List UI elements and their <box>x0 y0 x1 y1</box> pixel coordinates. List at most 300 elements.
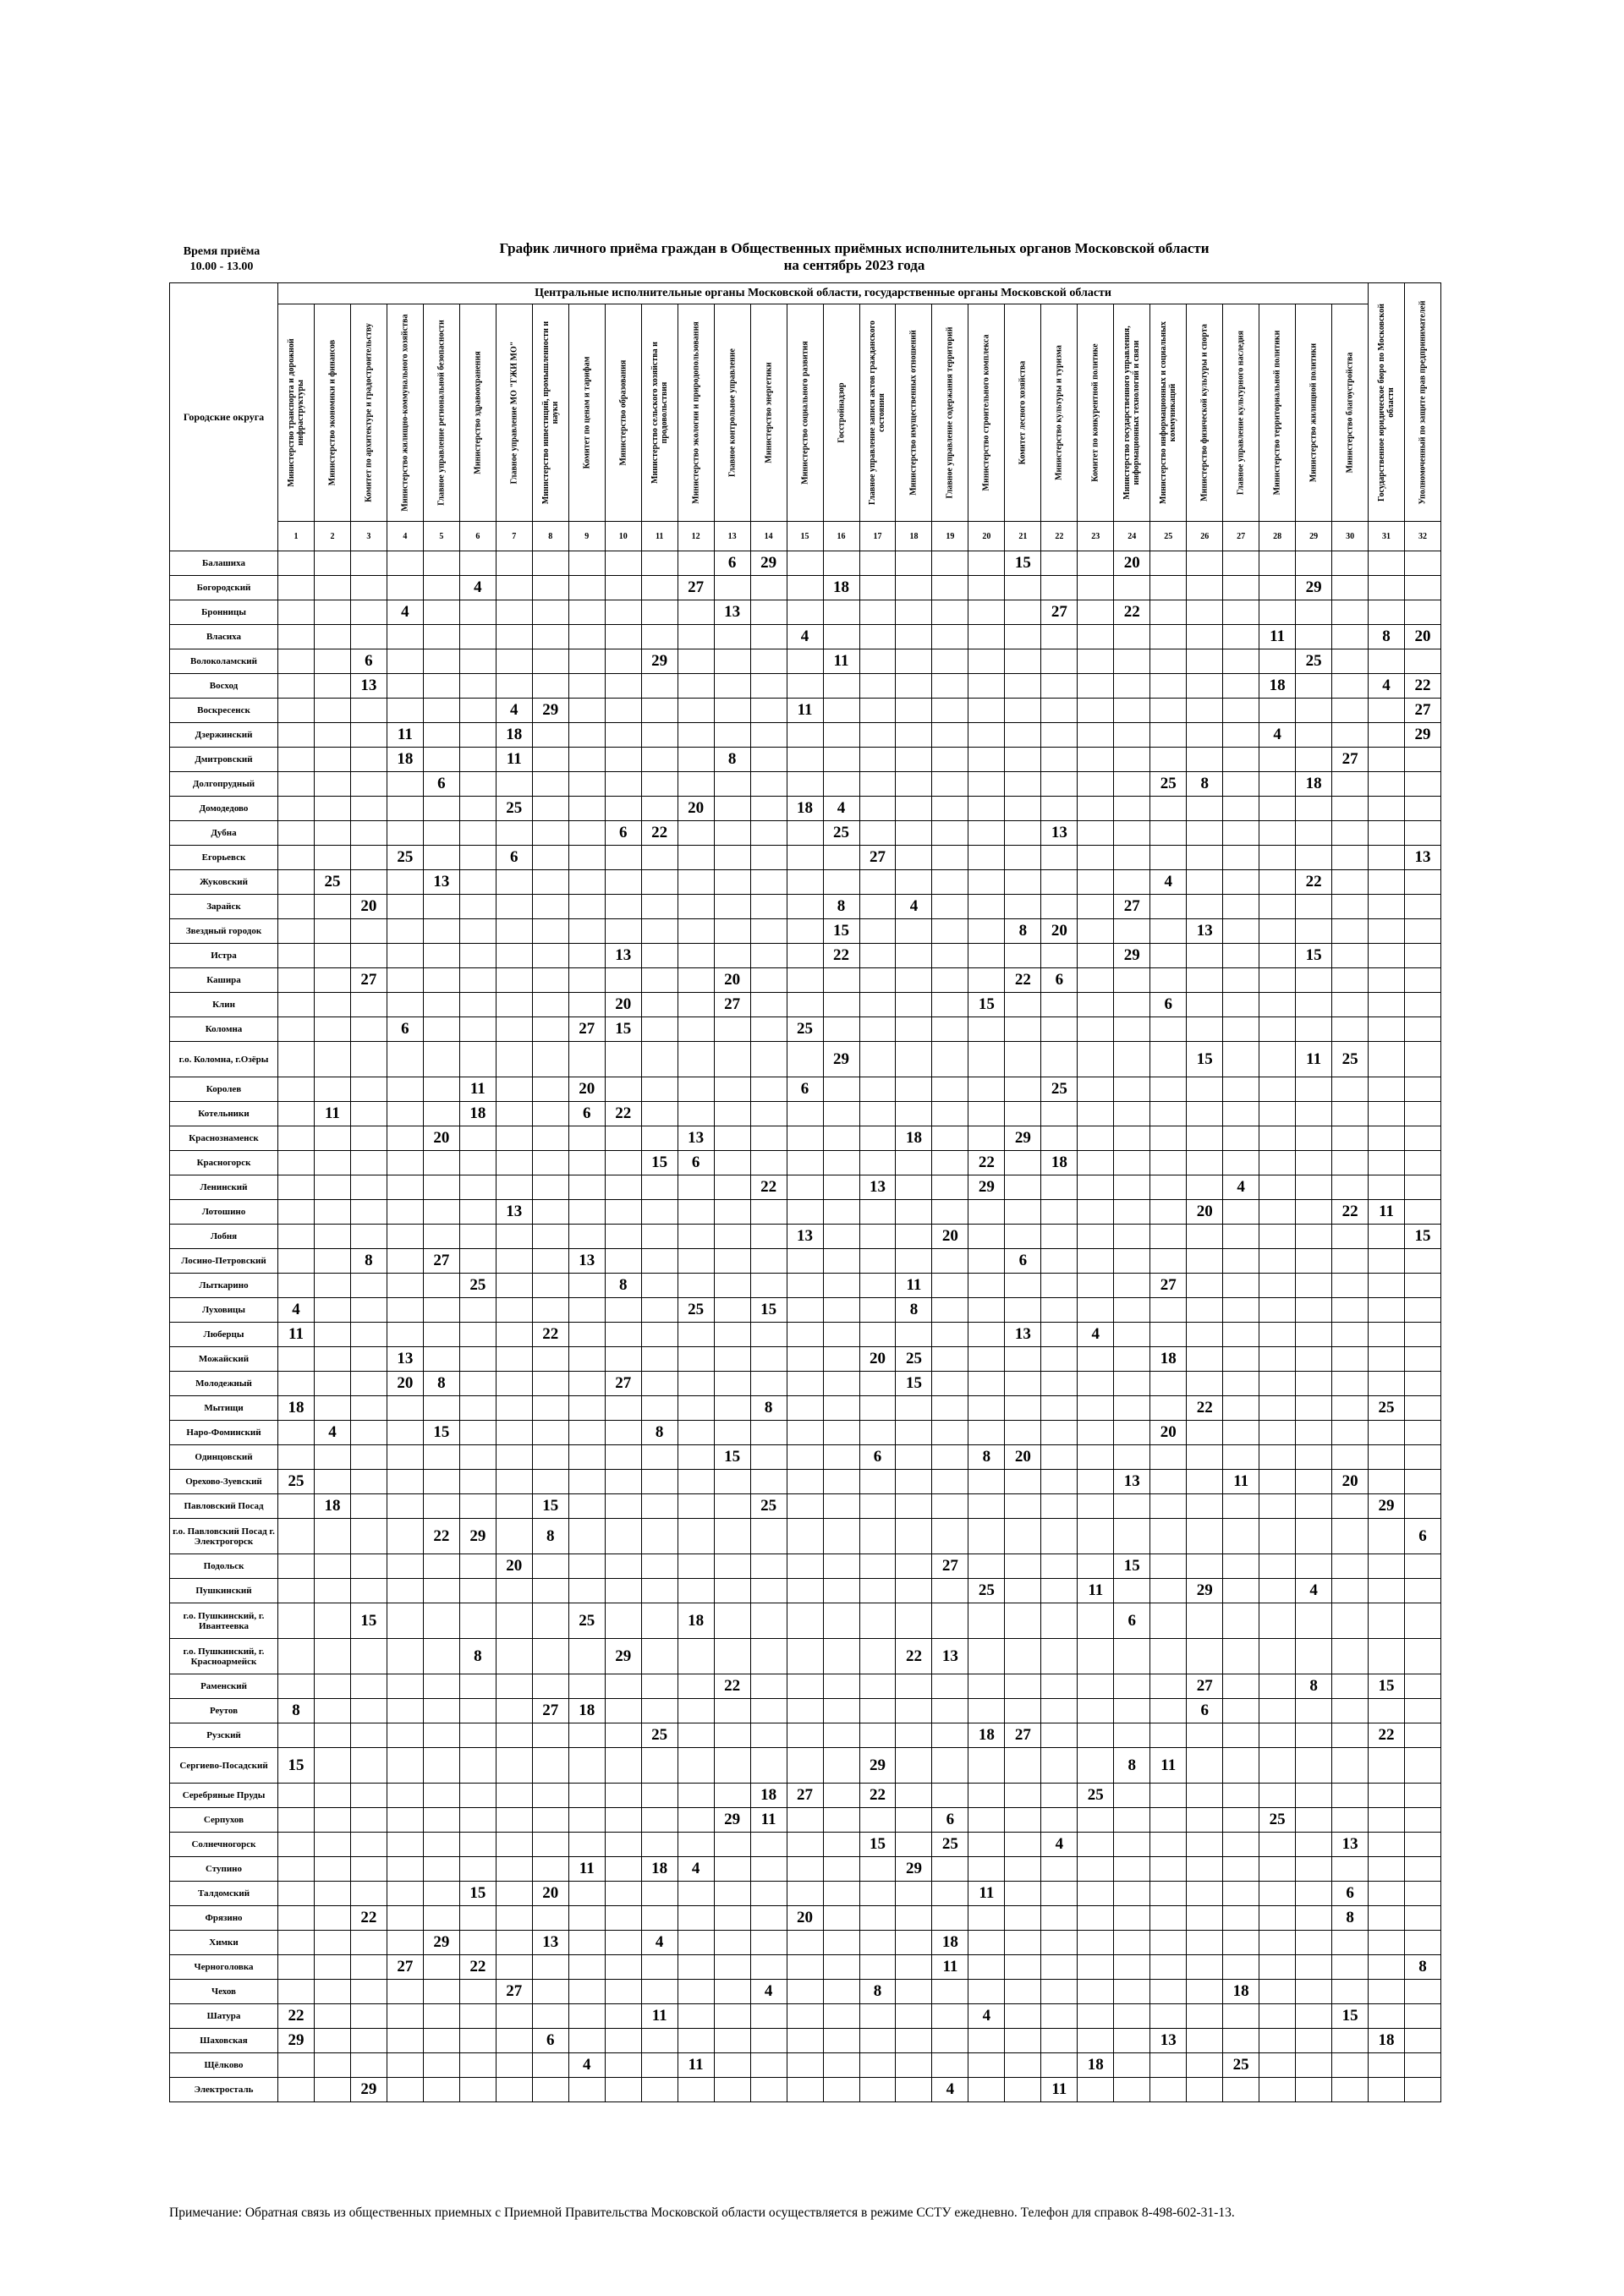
schedule-cell <box>496 993 532 1017</box>
schedule-cell <box>1223 1931 1259 1955</box>
schedule-cell <box>1332 1151 1369 1175</box>
schedule-cell <box>1223 600 1259 625</box>
schedule-cell <box>1405 895 1441 919</box>
schedule-cell <box>532 600 568 625</box>
column-header-15-label: Министерство социального развития <box>800 341 810 485</box>
schedule-cell: 22 <box>859 1784 896 1808</box>
schedule-cell <box>641 797 678 821</box>
district-name: Краснознаменск <box>170 1126 278 1151</box>
schedule-cell <box>350 1396 387 1421</box>
schedule-cell <box>859 1808 896 1833</box>
schedule-cell <box>314 1175 350 1200</box>
schedule-cell <box>496 674 532 699</box>
schedule-cell: 18 <box>1041 1151 1078 1175</box>
district-name: Бронницы <box>170 600 278 625</box>
schedule-cell <box>605 1298 641 1323</box>
schedule-cell <box>1369 968 1405 993</box>
schedule-cell: 20 <box>1005 1445 1041 1470</box>
schedule-cell <box>1259 1126 1296 1151</box>
schedule-cell <box>278 723 315 748</box>
schedule-cell: 15 <box>1187 1042 1223 1077</box>
table-row <box>170 797 1441 821</box>
schedule-cell <box>823 1347 859 1372</box>
reception-time-label: Время приёма <box>183 245 261 258</box>
schedule-cell <box>1187 1175 1223 1200</box>
schedule-cell <box>968 600 1005 625</box>
schedule-cell <box>932 1748 968 1784</box>
column-header-32-label: Уполномоченный по защите прав предпринимателей <box>1418 300 1428 504</box>
schedule-cell <box>1405 576 1441 600</box>
schedule-cell: 13 <box>678 1126 714 1151</box>
schedule-cell <box>787 1421 823 1445</box>
schedule-cell: 18 <box>678 1603 714 1639</box>
schedule-cell <box>823 1372 859 1396</box>
schedule-cell <box>932 895 968 919</box>
schedule-cell <box>605 1931 641 1955</box>
schedule-cell <box>1296 1445 1332 1470</box>
schedule-cell <box>859 1102 896 1126</box>
schedule-cell <box>859 625 896 649</box>
column-number: 10 <box>605 522 641 551</box>
schedule-cell <box>532 1225 568 1249</box>
schedule-cell <box>568 1126 605 1151</box>
schedule-cell <box>932 944 968 968</box>
schedule-cell <box>1223 944 1259 968</box>
schedule-cell <box>605 1748 641 1784</box>
schedule-cell <box>1114 772 1150 797</box>
schedule-cell <box>1332 797 1369 821</box>
schedule-cell <box>1150 1017 1187 1042</box>
table-row <box>170 1298 1441 1323</box>
schedule-cell <box>1005 1980 1041 2004</box>
schedule-cell <box>350 2004 387 2029</box>
schedule-cell <box>1187 1723 1223 1748</box>
schedule-cell <box>714 649 750 674</box>
district-name: г.о. Павловский Посад г. Электрогорск <box>170 1519 278 1554</box>
schedule-cell <box>678 1225 714 1249</box>
schedule-cell <box>387 576 423 600</box>
table-row <box>170 1151 1441 1175</box>
schedule-cell <box>350 1955 387 1980</box>
schedule-cell <box>532 1200 568 1225</box>
schedule-cell: 13 <box>350 674 387 699</box>
schedule-cell <box>1078 1833 1114 1857</box>
schedule-cell <box>896 600 932 625</box>
schedule-cell <box>496 1857 532 1882</box>
schedule-cell <box>968 576 1005 600</box>
schedule-cell <box>605 1808 641 1833</box>
schedule-cell <box>1296 1249 1332 1274</box>
schedule-cell <box>568 1723 605 1748</box>
schedule-cell: 27 <box>423 1249 459 1274</box>
schedule-cell <box>1369 1857 1405 1882</box>
schedule-cell <box>278 1445 315 1470</box>
schedule-cell <box>823 1603 859 1639</box>
schedule-cell <box>496 1833 532 1857</box>
column-header-10-label: Министерство образования <box>618 359 628 466</box>
schedule-cell: 22 <box>459 1955 496 1980</box>
schedule-cell <box>1332 625 1369 649</box>
schedule-cell <box>1223 748 1259 772</box>
schedule-cell <box>532 1077 568 1102</box>
schedule-cell <box>896 551 932 576</box>
schedule-cell <box>1369 1017 1405 1042</box>
schedule-cell <box>1259 1639 1296 1674</box>
table-row <box>170 551 1441 576</box>
schedule-cell <box>1078 600 1114 625</box>
schedule-cell <box>278 1151 315 1175</box>
schedule-cell <box>787 1723 823 1748</box>
schedule-cell <box>1114 870 1150 895</box>
schedule-cell <box>1369 699 1405 723</box>
table-row <box>170 1077 1441 1102</box>
schedule-cell <box>787 1102 823 1126</box>
district-name: Подольск <box>170 1554 278 1579</box>
schedule-cell <box>1078 1249 1114 1274</box>
schedule-cell <box>423 1396 459 1421</box>
schedule-cell <box>350 919 387 944</box>
schedule-cell <box>1078 625 1114 649</box>
schedule-cell <box>568 1579 605 1603</box>
schedule-cell: 8 <box>1332 1906 1369 1931</box>
column-header-9-label: Комитет по ценам и тарифам <box>582 356 592 469</box>
schedule-cell <box>896 649 932 674</box>
schedule-cell <box>1041 1931 1078 1955</box>
schedule-cell <box>1041 1980 1078 2004</box>
schedule-cell <box>1041 1906 1078 1931</box>
schedule-cell <box>714 576 750 600</box>
district-name: г.о. Коломна, г.Озёры <box>170 1042 278 1077</box>
schedule-cell <box>1078 1808 1114 1833</box>
schedule-cell <box>350 1151 387 1175</box>
schedule-cell <box>714 1175 750 1200</box>
schedule-cell <box>641 1579 678 1603</box>
schedule-cell <box>1150 1833 1187 1857</box>
schedule-cell <box>532 625 568 649</box>
schedule-cell <box>1114 993 1150 1017</box>
schedule-cell <box>314 1955 350 1980</box>
schedule-cell <box>823 1225 859 1249</box>
schedule-cell <box>605 576 641 600</box>
schedule-cell <box>714 1639 750 1674</box>
schedule-cell <box>1296 1857 1332 1882</box>
schedule-cell <box>1369 821 1405 846</box>
schedule-cell <box>314 2053 350 2078</box>
schedule-cell <box>1223 1554 1259 1579</box>
schedule-cell <box>932 1274 968 1298</box>
schedule-cell <box>1405 1906 1441 1931</box>
schedule-cell <box>859 821 896 846</box>
schedule-cell <box>459 993 496 1017</box>
schedule-cell <box>568 1519 605 1554</box>
schedule-cell <box>278 846 315 870</box>
schedule-cell <box>678 1955 714 1980</box>
schedule-cell <box>1187 1323 1223 1347</box>
schedule-cell <box>787 1042 823 1077</box>
schedule-cell <box>641 1699 678 1723</box>
schedule-cell <box>1078 1554 1114 1579</box>
schedule-cell <box>1296 1102 1332 1126</box>
schedule-cell <box>1405 1347 1441 1372</box>
schedule-cell <box>641 1906 678 1931</box>
schedule-cell <box>750 1857 787 1882</box>
schedule-cell <box>350 1579 387 1603</box>
schedule-cell <box>678 1833 714 1857</box>
schedule-cell: 15 <box>1114 1554 1150 1579</box>
schedule-cell <box>1150 1249 1187 1274</box>
schedule-cell <box>750 1906 787 1931</box>
schedule-cell <box>278 1833 315 1857</box>
schedule-cell <box>350 1833 387 1857</box>
schedule-cell <box>932 1579 968 1603</box>
schedule-cell <box>1405 1674 1441 1699</box>
schedule-cell <box>496 1102 532 1126</box>
schedule-cell <box>641 2029 678 2053</box>
schedule-cell <box>1187 2004 1223 2029</box>
schedule-cell <box>605 1833 641 1857</box>
schedule-cell <box>1114 723 1150 748</box>
schedule-cell <box>1405 1126 1441 1151</box>
schedule-cell <box>532 1175 568 1200</box>
district-name: Чехов <box>170 1980 278 2004</box>
schedule-cell <box>532 723 568 748</box>
schedule-cell <box>605 1151 641 1175</box>
district-name: Черноголовка <box>170 1955 278 1980</box>
schedule-cell <box>1041 699 1078 723</box>
schedule-cell <box>750 1200 787 1225</box>
schedule-cell <box>1332 1674 1369 1699</box>
schedule-cell <box>1296 1347 1332 1372</box>
schedule-cell: 27 <box>1405 699 1441 723</box>
schedule-cell <box>859 1298 896 1323</box>
schedule-cell <box>1005 1748 1041 1784</box>
schedule-cell: 6 <box>496 846 532 870</box>
schedule-cell <box>1332 699 1369 723</box>
schedule-cell <box>387 1906 423 1931</box>
schedule-cell <box>1332 968 1369 993</box>
schedule-cell <box>314 1554 350 1579</box>
schedule-cell <box>423 1298 459 1323</box>
schedule-cell: 25 <box>823 821 859 846</box>
schedule-cell <box>1369 1347 1405 1372</box>
schedule-cell <box>823 1126 859 1151</box>
schedule-cell <box>1041 1017 1078 1042</box>
schedule-cell <box>1005 2053 1041 2078</box>
schedule-cell <box>1114 1151 1150 1175</box>
schedule-cell <box>678 1784 714 1808</box>
schedule-cell <box>387 1699 423 1723</box>
schedule-cell <box>532 576 568 600</box>
schedule-cell <box>823 1748 859 1784</box>
schedule-cell <box>459 1603 496 1639</box>
schedule-cell <box>896 674 932 699</box>
schedule-cell <box>932 2004 968 2029</box>
schedule-cell <box>1005 2029 1041 2053</box>
schedule-cell <box>641 2053 678 2078</box>
schedule-cell <box>896 1151 932 1175</box>
column-header-23 <box>1078 304 1114 522</box>
schedule-cell <box>387 968 423 993</box>
schedule-cell: 29 <box>968 1175 1005 1200</box>
schedule-cell <box>314 2029 350 2053</box>
schedule-cell <box>568 1980 605 2004</box>
schedule-cell <box>387 1274 423 1298</box>
schedule-cell <box>1223 1151 1259 1175</box>
schedule-cell <box>1078 797 1114 821</box>
schedule-cell <box>896 1554 932 1579</box>
schedule-cell <box>823 1470 859 1494</box>
schedule-cell <box>1296 1126 1332 1151</box>
schedule-cell <box>714 1470 750 1494</box>
schedule-cell <box>423 551 459 576</box>
schedule-cell <box>1296 1833 1332 1857</box>
table-row <box>170 1857 1441 1882</box>
schedule-cell: 8 <box>1296 1674 1332 1699</box>
schedule-cell <box>968 1699 1005 1723</box>
schedule-cell <box>1078 1470 1114 1494</box>
schedule-cell <box>641 1603 678 1639</box>
schedule-cell <box>1259 1857 1296 1882</box>
district-name: Сергиево-Посадский <box>170 1748 278 1784</box>
schedule-cell <box>932 1323 968 1347</box>
schedule-cell: 4 <box>1369 674 1405 699</box>
schedule-cell <box>1223 1833 1259 1857</box>
schedule-cell <box>968 1042 1005 1077</box>
schedule-cell <box>1041 576 1078 600</box>
schedule-cell <box>532 1042 568 1077</box>
schedule-cell <box>1114 1906 1150 1931</box>
schedule-cell <box>1223 1494 1259 1519</box>
district-name: Раменский <box>170 1674 278 1699</box>
schedule-cell <box>1041 748 1078 772</box>
schedule-cell <box>605 1445 641 1470</box>
schedule-cell <box>823 1017 859 1042</box>
schedule-cell <box>314 1833 350 1857</box>
schedule-cell <box>1041 1102 1078 1126</box>
schedule-cell <box>496 1639 532 1674</box>
schedule-cell <box>350 1274 387 1298</box>
schedule-cell <box>1223 1126 1259 1151</box>
schedule-cell <box>1005 1906 1041 1931</box>
schedule-cell <box>787 649 823 674</box>
schedule-cell <box>605 870 641 895</box>
schedule-cell <box>823 1274 859 1298</box>
schedule-cell <box>932 1151 968 1175</box>
schedule-cell <box>423 2053 459 2078</box>
schedule-cell <box>750 1274 787 1298</box>
schedule-cell <box>641 699 678 723</box>
district-name: Солнечногорск <box>170 1833 278 1857</box>
schedule-cell <box>278 748 315 772</box>
schedule-cell <box>568 723 605 748</box>
schedule-cell <box>678 2029 714 2053</box>
schedule-cell <box>314 1151 350 1175</box>
schedule-cell <box>278 1674 315 1699</box>
schedule-cell <box>896 1784 932 1808</box>
schedule-cell <box>459 1784 496 1808</box>
schedule-cell: 20 <box>859 1347 896 1372</box>
schedule-cell <box>1150 846 1187 870</box>
schedule-cell <box>1405 1723 1441 1748</box>
schedule-cell <box>387 1323 423 1347</box>
column-header-30-label: Министерство благоустройства <box>1345 352 1355 474</box>
schedule-cell <box>278 968 315 993</box>
schedule-cell <box>459 1554 496 1579</box>
schedule-cell <box>896 1980 932 2004</box>
schedule-cell: 13 <box>1332 1833 1369 1857</box>
schedule-cell <box>968 1639 1005 1674</box>
schedule-cell <box>496 1955 532 1980</box>
schedule-cell <box>605 1126 641 1151</box>
schedule-cell <box>750 944 787 968</box>
schedule-cell <box>278 1077 315 1102</box>
schedule-cell <box>1005 1579 1041 1603</box>
schedule-cell: 15 <box>1369 1674 1405 1699</box>
schedule-cell: 4 <box>932 2078 968 2102</box>
schedule-cell <box>932 797 968 821</box>
schedule-cell <box>714 1396 750 1421</box>
schedule-cell: 11 <box>496 748 532 772</box>
schedule-cell <box>714 1603 750 1639</box>
schedule-cell: 20 <box>678 797 714 821</box>
schedule-cell <box>1223 1674 1259 1699</box>
schedule-cell <box>459 797 496 821</box>
schedule-cell <box>1041 1274 1078 1298</box>
schedule-cell <box>1259 1554 1296 1579</box>
schedule-cell <box>459 772 496 797</box>
schedule-cell <box>1259 748 1296 772</box>
schedule-cell <box>823 1445 859 1470</box>
column-number: 1 <box>278 522 315 551</box>
schedule-cell <box>932 1347 968 1372</box>
schedule-cell <box>714 674 750 699</box>
schedule-cell <box>278 1808 315 1833</box>
schedule-cell <box>1405 870 1441 895</box>
column-header-22 <box>1041 304 1078 522</box>
schedule-cell <box>678 674 714 699</box>
row-header-cell <box>170 283 278 551</box>
schedule-cell <box>1369 576 1405 600</box>
schedule-cell <box>1223 772 1259 797</box>
schedule-cell <box>1369 1470 1405 1494</box>
schedule-cell <box>1041 1579 1078 1603</box>
schedule-cell <box>750 1017 787 1042</box>
schedule-cell <box>1405 1639 1441 1674</box>
schedule-cell <box>1332 576 1369 600</box>
schedule-cell: 8 <box>859 1980 896 2004</box>
schedule-cell <box>1005 1699 1041 1723</box>
schedule-cell <box>678 748 714 772</box>
schedule-cell <box>678 1931 714 1955</box>
schedule-cell <box>423 1445 459 1470</box>
schedule-cell <box>387 1042 423 1077</box>
schedule-cell <box>932 1723 968 1748</box>
schedule-cell <box>968 2053 1005 2078</box>
schedule-cell <box>968 1857 1005 1882</box>
schedule-cell <box>605 895 641 919</box>
schedule-cell <box>459 1674 496 1699</box>
schedule-cell: 6 <box>932 1808 968 1833</box>
schedule-cell <box>1405 551 1441 576</box>
schedule-cell <box>968 699 1005 723</box>
schedule-cell <box>423 1639 459 1674</box>
schedule-cell <box>1078 1639 1114 1674</box>
schedule-cell <box>641 1323 678 1347</box>
schedule-cell <box>387 1882 423 1906</box>
schedule-cell: 20 <box>423 1126 459 1151</box>
schedule-cell <box>1369 1519 1405 1554</box>
schedule-cell: 25 <box>278 1470 315 1494</box>
